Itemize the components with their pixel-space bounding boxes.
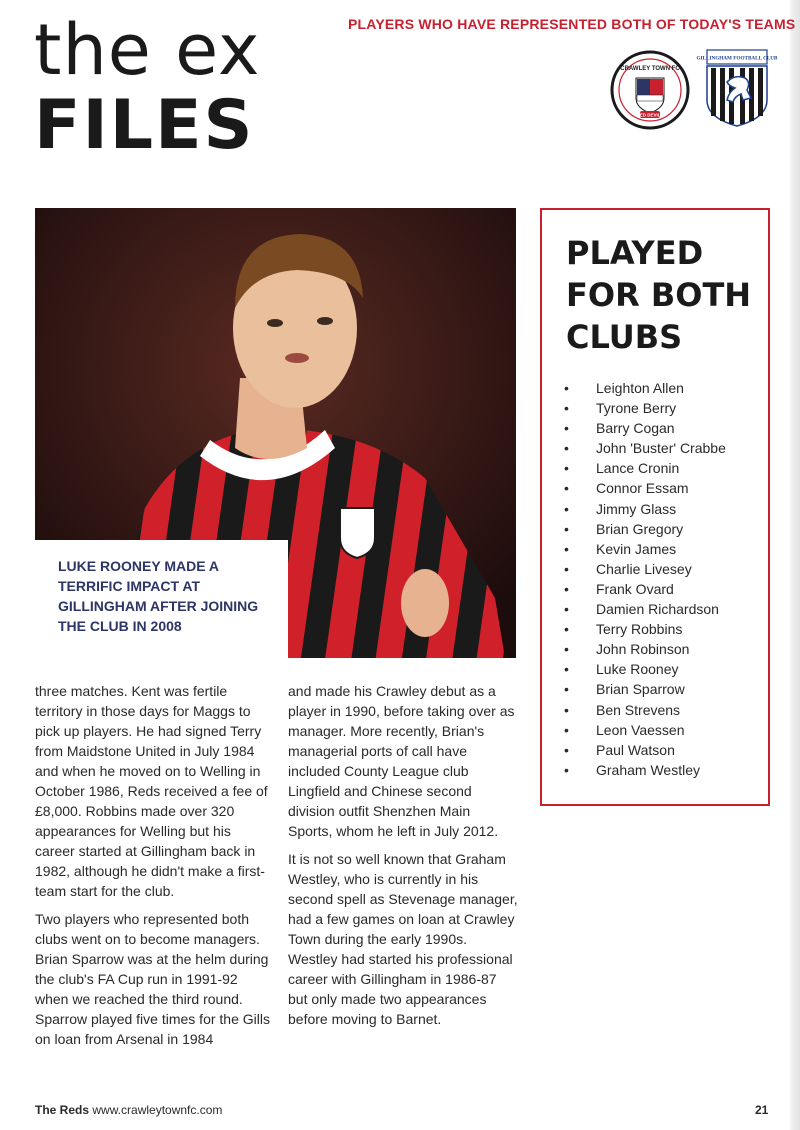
bullet-icon: • [564,580,569,597]
bullet-icon: • [564,500,569,517]
player-name: Charlie Livesey [596,560,692,577]
bullet-icon: • [564,761,569,778]
footer-url: www.crawleytownfc.com [92,1103,223,1117]
player-name: Tyrone Berry [596,400,677,417]
player-list-item [564,700,726,720]
bullet-icon: • [564,460,569,477]
article-paragraph: It is not so well known that Graham Westley, who is currently in his second spell as Stevenage manager, had a few games on loan at Crawley Town during the early 1990s. Westley had started his professional career with Gillingham in 1986-87 but only made two appearances before moving to Barnet. [288,851,518,1027]
player-list-item [564,539,726,559]
bullet-icon: • [564,420,569,437]
bullet-icon: • [564,621,569,638]
crawley-town-crest [610,50,690,130]
player-list-item [564,639,726,659]
player-list-item [564,679,726,699]
player-list-item [564,458,726,478]
player-list-item [564,740,726,760]
player-name: Graham Westley [596,761,700,778]
player-name: Lance Cronin [596,460,680,477]
page-title-line2: FILES [34,86,255,165]
bullet-icon: • [564,480,569,497]
player-list-item [564,378,726,398]
player-list-item [564,760,726,780]
article-paragraph: three matches. Kent was fertile territory in those days for Maggs to pick up players. He had signed Terry from Maidstone United in July 1984 and when he moved on to Welling in October 1986, Reds received a fee of £8,000. Robbins made over 320 appearances for Welling but his career started at Gillingham back in 1982, although he didn't make a first-team start for the club. [35,683,268,899]
player-list-item [564,619,726,639]
gillingham-crest-text: GILLINGHAM FOOTBALL CLUB [696,55,778,62]
bullet-icon: • [564,440,569,457]
bullet-icon: • [564,661,569,678]
player-name: Brian Sparrow [596,681,685,698]
player-name: Leighton Allen [596,380,684,396]
player-name: Terry Robbins [596,621,683,638]
article-paragraph: and made his Crawley debut as a player in 1990, before taking over as manager. More recently, Brian's managerial ports of call have included County League club Lingfield and Chinese second division outfit Shenzhen Main Sports, whom he left in July 2012. [288,683,515,839]
player-name: Luke Rooney [596,661,679,678]
page-title-line1: the ex [34,9,261,91]
player-list-item [564,478,726,498]
crawley-crest-text-bottom: RED DEVILS [636,112,664,118]
player-name: John 'Buster' Crabbe [596,440,726,457]
player-list-item [564,418,726,438]
player-list [564,378,726,780]
player-name: Ben Strevens [596,701,681,718]
player-name: Connor Essam [596,480,689,497]
player-name: Damien Richardson [596,601,719,618]
player-list-item [564,438,726,458]
player-name: Leon Vaessen [596,721,685,738]
page-edge-shadow [790,0,800,1130]
player-list-item [564,519,726,539]
page-number: 21 [755,1103,769,1117]
sidebar-title: PLAYED FOR BOTH CLUBS [566,234,752,356]
player-name: Barry Cogan [596,420,675,437]
bullet-icon: • [564,601,569,618]
page-footer [35,1103,222,1117]
player-list-item [564,659,726,679]
article-column-2 [288,681,518,1037]
player-list-item [564,579,726,599]
bullet-icon: • [564,721,569,738]
player-list-item [564,599,726,619]
bullet-icon: • [564,540,569,557]
bullet-icon: • [564,741,569,758]
player-list-item [564,499,726,519]
player-name: Brian Gregory [596,520,684,537]
bullet-icon: • [564,641,569,658]
player-list-item [564,398,726,418]
bullet-icon: • [564,400,569,417]
article-column-1 [35,681,273,1057]
bullet-icon: • [564,560,569,577]
crawley-crest-text-top: CRAWLEY TOWN FC [620,66,680,72]
player-list-item [564,720,726,740]
player-list-item [564,559,726,579]
bullet-icon: • [564,380,569,396]
article-paragraph: Two players who represented both clubs went on to become managers. Brian Sparrow was at the helm during the club's FA Cup run in 1991-92 when we reached the third round. Sparrow played five times for the Gills on loan from Arsenal in 1984 [35,911,270,1047]
section-banner: PLAYERS WHO HAVE REPRESENTED BOTH OF TODAY'S TEAMS [348,16,796,32]
bullet-icon: • [564,520,569,537]
bullet-icon: • [564,701,569,718]
player-name: John Robinson [596,641,690,658]
player-name: Paul Watson [596,741,675,758]
photo-caption: LUKE ROONEY MADE A TERRIFIC IMPACT AT GILLINGHAM AFTER JOINING THE CLUB IN 2008 [58,558,259,634]
player-name: Frank Ovard [596,580,674,597]
player-name: Kevin James [596,540,677,557]
footer-publication: The Reds [35,1103,90,1117]
bullet-icon: • [564,681,569,698]
gillingham-crest [696,48,778,128]
player-name: Jimmy Glass [596,500,677,517]
played-for-both-clubs-box [540,208,770,806]
